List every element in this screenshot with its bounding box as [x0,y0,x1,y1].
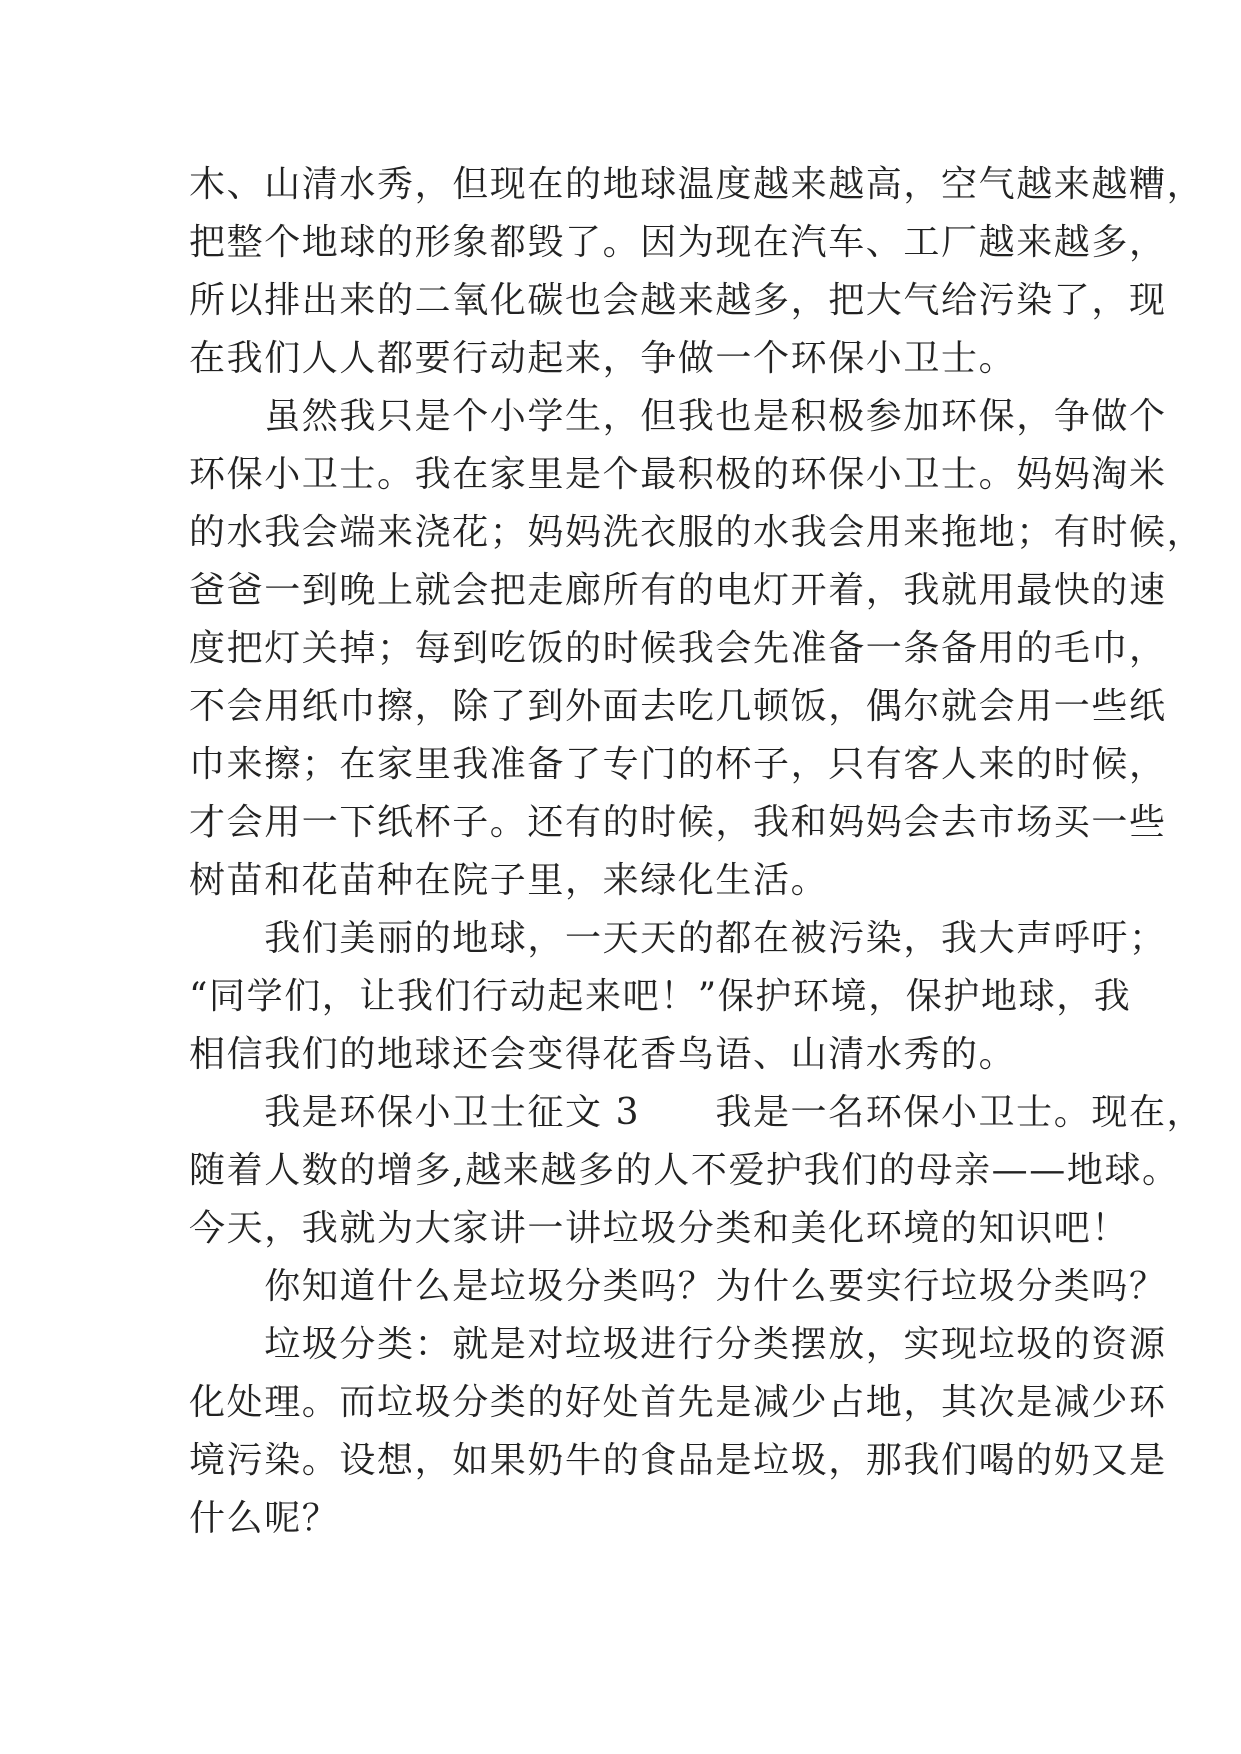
text-line: 巾来擦；在家里我准备了专门的杯子，只有客人来的时候， [189,744,1167,785]
text-line: 你知道什么是垃圾分类吗？为什么要实行垃圾分类吗？ [189,1266,1167,1307]
text-line: 才会用一下纸杯子。还有的时候，我和妈妈会去市场买一些 [189,802,1167,843]
text-line: 树苗和花苗种在院子里，来绿化生活。 [189,860,829,901]
text-line: 爸爸一到晚上就会把走廊所有的电灯开着，我就用最快的速 [189,570,1167,611]
text-line: 度把灯关掉；每到吃饭的时候我会先准备一条备用的毛巾， [189,628,1167,669]
text-line: 虽然我只是个小学生，但我也是积极参加环保，争做个 [189,396,1167,437]
text-line: 随着人数的增多,越来越多的人不爱护我们的母亲——地球。 [189,1150,1180,1191]
text-line: 今天，我就为大家讲一讲垃圾分类和美化环境的知识吧！ [189,1208,1130,1249]
text-line: 相信我们的地球还会变得花香鸟语、山清水秀的。 [189,1034,1017,1075]
text-line: 木、山清水秀，但现在的地球温度越来越高，空气越来越糟， [189,164,1205,205]
text-line: 境污染。设想，如果奶牛的食品是垃圾，那我们喝的奶又是 [189,1440,1167,1481]
text-line: 化处理。而垃圾分类的好处首先是减少占地，其次是减少环 [189,1382,1167,1423]
text-line: 环保小卫士。我在家里是个最积极的环保小卫士。妈妈淘米 [189,454,1167,495]
text-line: 不会用纸巾擦，除了到外面去吃几顿饭，偶尔就会用一些纸 [189,686,1167,727]
text-line: 在我们人人都要行动起来，争做一个环保小卫士。 [189,338,1017,379]
text-line: 的水我会端来浇花；妈妈洗衣服的水我会用来拖地；有时候， [189,512,1205,553]
text-line: 我们美丽的地球，一天天的都在被污染，我大声呼吁； [189,918,1167,959]
text-line: 垃圾分类：就是对垃圾进行分类摆放，实现垃圾的资源 [189,1324,1167,1365]
text-line: 我是环保小卫士征文 3 我是一名环保小卫士。现在， [189,1092,1205,1133]
text-line: 所以排出来的二氧化碳也会越来越多，把大气给污染了，现 [189,280,1167,321]
text-line: 什么呢？ [189,1498,340,1539]
text-line: 把整个地球的形象都毁了。因为现在汽车、工厂越来越多， [189,222,1167,263]
text-line: “同学们，让我们行动起来吧！”保护环境，保护地球，我 [189,976,1132,1017]
